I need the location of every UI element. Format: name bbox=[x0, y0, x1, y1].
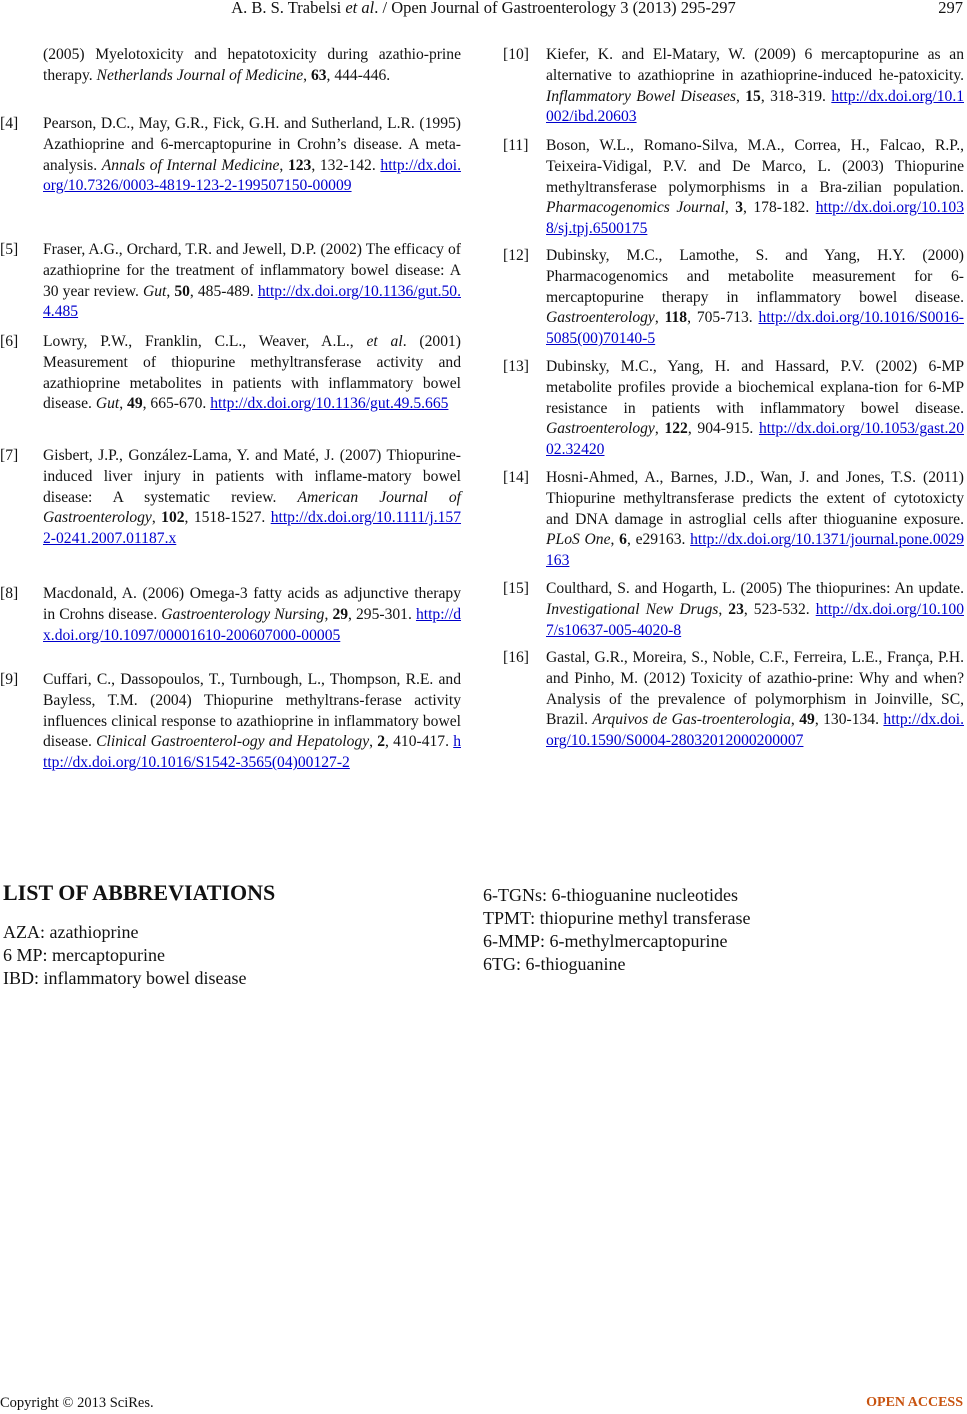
doi-link[interactable]: http://dx.doi.org/10.1002/ibd.20603 bbox=[546, 87, 965, 126]
volume: 63 bbox=[310, 66, 327, 84]
citation-text: (2005) Myelotoxicity and hepatotoxicity during azathio-prine therapy. bbox=[43, 46, 461, 84]
volume: 50 bbox=[174, 282, 190, 300]
volume: 118 bbox=[664, 309, 688, 327]
citation-text: , bbox=[279, 156, 288, 174]
reference-number: [11] bbox=[503, 137, 529, 154]
running-header bbox=[0, 0, 967, 18]
reference-item bbox=[503, 136, 964, 240]
journal-title: Netherlands Journal of Medicine bbox=[96, 66, 304, 84]
citation-text: Gastal, G.R., Moreira, S., Noble, C.F., Ferreira, L.E., França, P.H. and Pinho, M. (2012) Toxicity of azathio-prine: Why and when? Analysis of the prevalence of polymorphism in Joinville, SC, Brazil. bbox=[546, 649, 964, 729]
doi-link[interactable]: http://dx.doi.org/10.1590/S0004-28032012000200007 bbox=[546, 711, 964, 750]
doi-link[interactable]: http://dx.doi.org/10.1016/S0016-5085(00)70140-5 bbox=[546, 309, 964, 348]
doi-link[interactable]: http://dx.doi.org/10.1111/j.1572-0241.2007.01187.x bbox=[43, 509, 462, 548]
reference-number: [14] bbox=[503, 469, 529, 486]
citation-text: Gisbert, J.P., González-Lama, Y. and Maté, J. (2007) Thiopurine-induced liver injury in patients with inflame-matory bowel disease: A systematic review. bbox=[43, 447, 461, 506]
citation-text: Lowry, P.W., Franklin, C.L., Weaver, A.L., bbox=[43, 333, 367, 350]
volume: 29 bbox=[332, 605, 349, 623]
reference-item bbox=[503, 45, 964, 128]
journal-title: Gastroenterology Nursing bbox=[161, 605, 325, 623]
reference-number: [5] bbox=[0, 241, 19, 258]
header-authors: A. B. S. Trabelsi bbox=[231, 0, 346, 17]
reference-text bbox=[546, 246, 964, 350]
abbreviations-heading: LIST OF ABBREVIATIONS bbox=[3, 880, 276, 905]
citation-text: , 295-301. bbox=[348, 605, 416, 623]
doi-link[interactable]: http://dx.doi.org/10.1371/journal.pone.0029163 bbox=[546, 531, 965, 570]
reference-item bbox=[0, 670, 461, 774]
citation-text: , 904-915. bbox=[687, 420, 759, 438]
citation-text: , bbox=[718, 600, 729, 618]
reference-text bbox=[546, 468, 964, 572]
volume: 49 bbox=[127, 395, 143, 413]
copyright: Copyright © 2013 SciRes. bbox=[0, 1395, 154, 1411]
citation-text: , bbox=[369, 733, 378, 751]
open-access-label: OPEN ACCESS bbox=[866, 1395, 963, 1410]
header-etal: et al bbox=[345, 0, 375, 17]
citation-text: , bbox=[724, 199, 736, 217]
doi-link[interactable]: http://dx.doi.org/10.1016/S1542-3565(04)00127-2 bbox=[43, 733, 461, 772]
citation-text: , 705-713. bbox=[687, 309, 759, 327]
reference-text bbox=[546, 648, 964, 752]
reference-item bbox=[0, 114, 461, 197]
citation-text: , bbox=[736, 87, 746, 105]
doi-link[interactable]: http://dx.doi.org/10.1007/s10637-005-4020-8 bbox=[546, 600, 964, 639]
citation-text: , 1518-1527. bbox=[184, 509, 271, 527]
citation-text: Coulthard, S. and Hogarth, L. (2005) The thiopurines: An update. bbox=[546, 580, 964, 597]
reference-text bbox=[43, 446, 461, 550]
volume: 49 bbox=[799, 711, 815, 729]
citation-text: . (2001) Measurement of thiopurine methyltransferase activity and azathioprine metabolites in patients with inflammatory bowel disease. bbox=[43, 333, 461, 413]
reference-item bbox=[0, 45, 461, 87]
journal-title: Inflammatory Bowel Diseases bbox=[546, 87, 736, 105]
reference-text bbox=[546, 136, 964, 240]
doi-link[interactable]: http://dx.doi.org/10.7326/0003-4819-123-2-199507150-00009 bbox=[43, 156, 461, 195]
reference-text bbox=[43, 332, 461, 415]
reference-item bbox=[0, 584, 461, 646]
citation-text: , bbox=[324, 605, 333, 623]
reference-number: [10] bbox=[503, 46, 529, 63]
citation-text: Dubinsky, M.C., Lamothe, S. and Yang, H.Y. (2000) Pharmacogenomics and metabolite measurement for 6-mercaptopurine therapy in inflammatory bowel disease. bbox=[546, 247, 964, 306]
citation-text: , 178-182. bbox=[743, 199, 816, 217]
reference-number: [12] bbox=[503, 247, 529, 264]
header-journal: . / Open Journal of Gastroenterology 3 (2013) 295-297 bbox=[374, 0, 736, 17]
journal-title: Gut bbox=[95, 395, 120, 413]
citation-text: , bbox=[654, 420, 665, 438]
reference-text bbox=[546, 357, 964, 461]
citation-text: Boson, W.L., Romano-Silva, M.A., Correa, H., Falcao, R.P., Teixeira-Vidigal, P.V. and De Marco, L. (2003) Thiopurine methyltransferase polymorphisms in a Bra-zilian population. bbox=[546, 137, 964, 196]
reference-text bbox=[546, 579, 964, 641]
doi-link[interactable]: http://dx.doi.org/10.1038/sj.tpj.6500175 bbox=[546, 199, 964, 238]
citation-text: Dubinsky, M.C., Yang, H. and Hassard, P.V. (2002) 6-MP metabolite profiles provide a biochemical explana-tion for 6-MP resistance in patients with inflammatory bowel disease. bbox=[546, 358, 964, 417]
citation-text: , 410-417. bbox=[385, 733, 454, 751]
citation-text: , e29163. bbox=[626, 531, 691, 549]
volume: 122 bbox=[664, 420, 688, 438]
citation-text: Cuffari, C., Dassopoulos, T., Turnbough, L., Thompson, R.E. and Bayless, T.M. (2004) Thiopurine methyltrans-ferase activity influences clinical response to azathioprine in inflammatory bowel disease. bbox=[43, 671, 461, 751]
abbreviations-right bbox=[483, 884, 751, 976]
doi-link[interactable]: http://dx.doi.org/10.1053/gast.2002.32420 bbox=[546, 420, 964, 459]
reference-number: [15] bbox=[503, 580, 529, 597]
journal-title: et al bbox=[366, 333, 403, 350]
reference-text bbox=[43, 584, 461, 646]
reference-number: [6] bbox=[0, 333, 19, 350]
volume: 15 bbox=[745, 87, 761, 105]
reference-text bbox=[43, 114, 461, 197]
reference-item bbox=[0, 446, 461, 550]
citation-text: , 132-142. bbox=[311, 156, 381, 174]
volume: 102 bbox=[161, 509, 185, 527]
reference-number: [4] bbox=[0, 115, 19, 132]
volume: 3 bbox=[735, 199, 743, 217]
abbreviations-left bbox=[3, 921, 246, 990]
journal-title: Annals of Internal Medicine bbox=[101, 156, 280, 174]
reference-text bbox=[43, 45, 461, 87]
citation-text: , bbox=[654, 309, 665, 327]
citation-text: Hosni-Ahmed, A., Barnes, J.D., Wan, J. and Jones, T.S. (2011) Thiopurine methyltransferase predicts the extent of cytotoxicty and DNA damage in astroglial cells after thioguanine exposure. bbox=[546, 469, 964, 528]
citation-text: , 665-670. bbox=[142, 395, 211, 413]
abbreviation-item: 6-TGNs: 6-thioguanine nucleotides bbox=[483, 885, 738, 905]
reference-number: [8] bbox=[0, 585, 19, 602]
reference-item bbox=[0, 332, 461, 415]
reference-number: [7] bbox=[0, 447, 19, 464]
volume: 2 bbox=[377, 733, 386, 751]
volume: 6 bbox=[619, 531, 627, 549]
reference-text bbox=[43, 670, 461, 774]
reference-text bbox=[546, 45, 964, 128]
journal-title: Gut bbox=[142, 282, 167, 300]
citation-text: , bbox=[151, 509, 162, 527]
page-number: 297 bbox=[938, 0, 963, 17]
reference-number: [9] bbox=[0, 671, 19, 688]
citation-text: , bbox=[790, 711, 800, 729]
citation-text: , bbox=[303, 66, 311, 84]
citation-text: , 130-134. bbox=[814, 711, 884, 729]
abbreviation-item: AZA: azathioprine bbox=[3, 922, 139, 942]
abbreviation-item: 6TG: 6-thioguanine bbox=[483, 954, 626, 974]
volume: 23 bbox=[728, 600, 744, 618]
citation-text: Pearson, D.C., May, G.R., Fick, G.H. and Sutherland, L.R. (1995) Azathioprine and 6-mercaptopurine in Crohn’s disease. A meta-analysis. bbox=[43, 115, 461, 174]
citation-text: , 318-319. bbox=[760, 87, 832, 105]
journal-title: American Journal of Gastroenterology bbox=[43, 488, 461, 527]
reference-item bbox=[503, 357, 964, 461]
doi-link[interactable]: http://dx.doi.org/10.1136/gut.50.4.485 bbox=[43, 282, 461, 321]
doi-link[interactable]: http://dx.doi.org/10.1097/00001610-200607000-00005 bbox=[43, 605, 462, 644]
abbreviation-item: IBD: inflammatory bowel disease bbox=[3, 968, 247, 988]
citation-text: Fraser, A.G., Orchard, T.R. and Jewell, D.P. (2002) The efficacy of azathioprine for the treatment of inflammatory bowel disease: A 30 year review. bbox=[43, 241, 461, 300]
journal-title: Clinical Gastroenterol-ogy and Hepatology bbox=[96, 733, 370, 751]
journal-title: Arquivos de Gas-troenterologia bbox=[592, 711, 791, 729]
citation-text: , 444-446. bbox=[326, 66, 391, 84]
citation-text: Kiefer, K. and El-Matary, W. (2009) 6 mercaptopurine as an alternative to azathioprine in azathioprine-induced he-patoxicity. bbox=[546, 46, 964, 84]
reference-item bbox=[503, 246, 964, 350]
doi-link[interactable]: http://dx.doi.org/10.1136/gut.49.5.665 bbox=[210, 395, 449, 413]
abbreviation-item: 6-MMP: 6-methylmercaptopurine bbox=[483, 931, 728, 951]
reference-item bbox=[503, 648, 964, 752]
reference-item bbox=[503, 579, 964, 641]
citation-text: , 523-532. bbox=[743, 600, 816, 618]
reference-item bbox=[0, 240, 461, 323]
citation-text: , 485-489. bbox=[189, 282, 258, 300]
journal-title: Gastroenterology bbox=[546, 309, 655, 327]
abbreviation-item: TPMT: thiopurine methyl transferase bbox=[483, 908, 751, 928]
reference-item bbox=[503, 468, 964, 572]
reference-number: [16] bbox=[503, 649, 529, 666]
journal-title: PLoS One bbox=[546, 531, 611, 549]
volume: 123 bbox=[287, 156, 312, 174]
journal-title: Gastroenterology bbox=[546, 420, 655, 438]
journal-title: Pharmacogenomics Journal bbox=[546, 199, 725, 217]
reference-text bbox=[43, 240, 461, 323]
reference-number: [13] bbox=[503, 358, 529, 375]
citation-text: , bbox=[166, 282, 175, 300]
journal-title: Investigational New Drugs bbox=[546, 600, 719, 618]
citation-text: , bbox=[119, 395, 128, 413]
citation-text: , bbox=[610, 531, 620, 549]
abbreviation-item: 6 MP: mercaptopurine bbox=[3, 945, 165, 965]
citation-text: Macdonald, A. (2006) Omega-3 fatty acids as adjunctive therapy in Crohns disease. bbox=[43, 585, 461, 623]
